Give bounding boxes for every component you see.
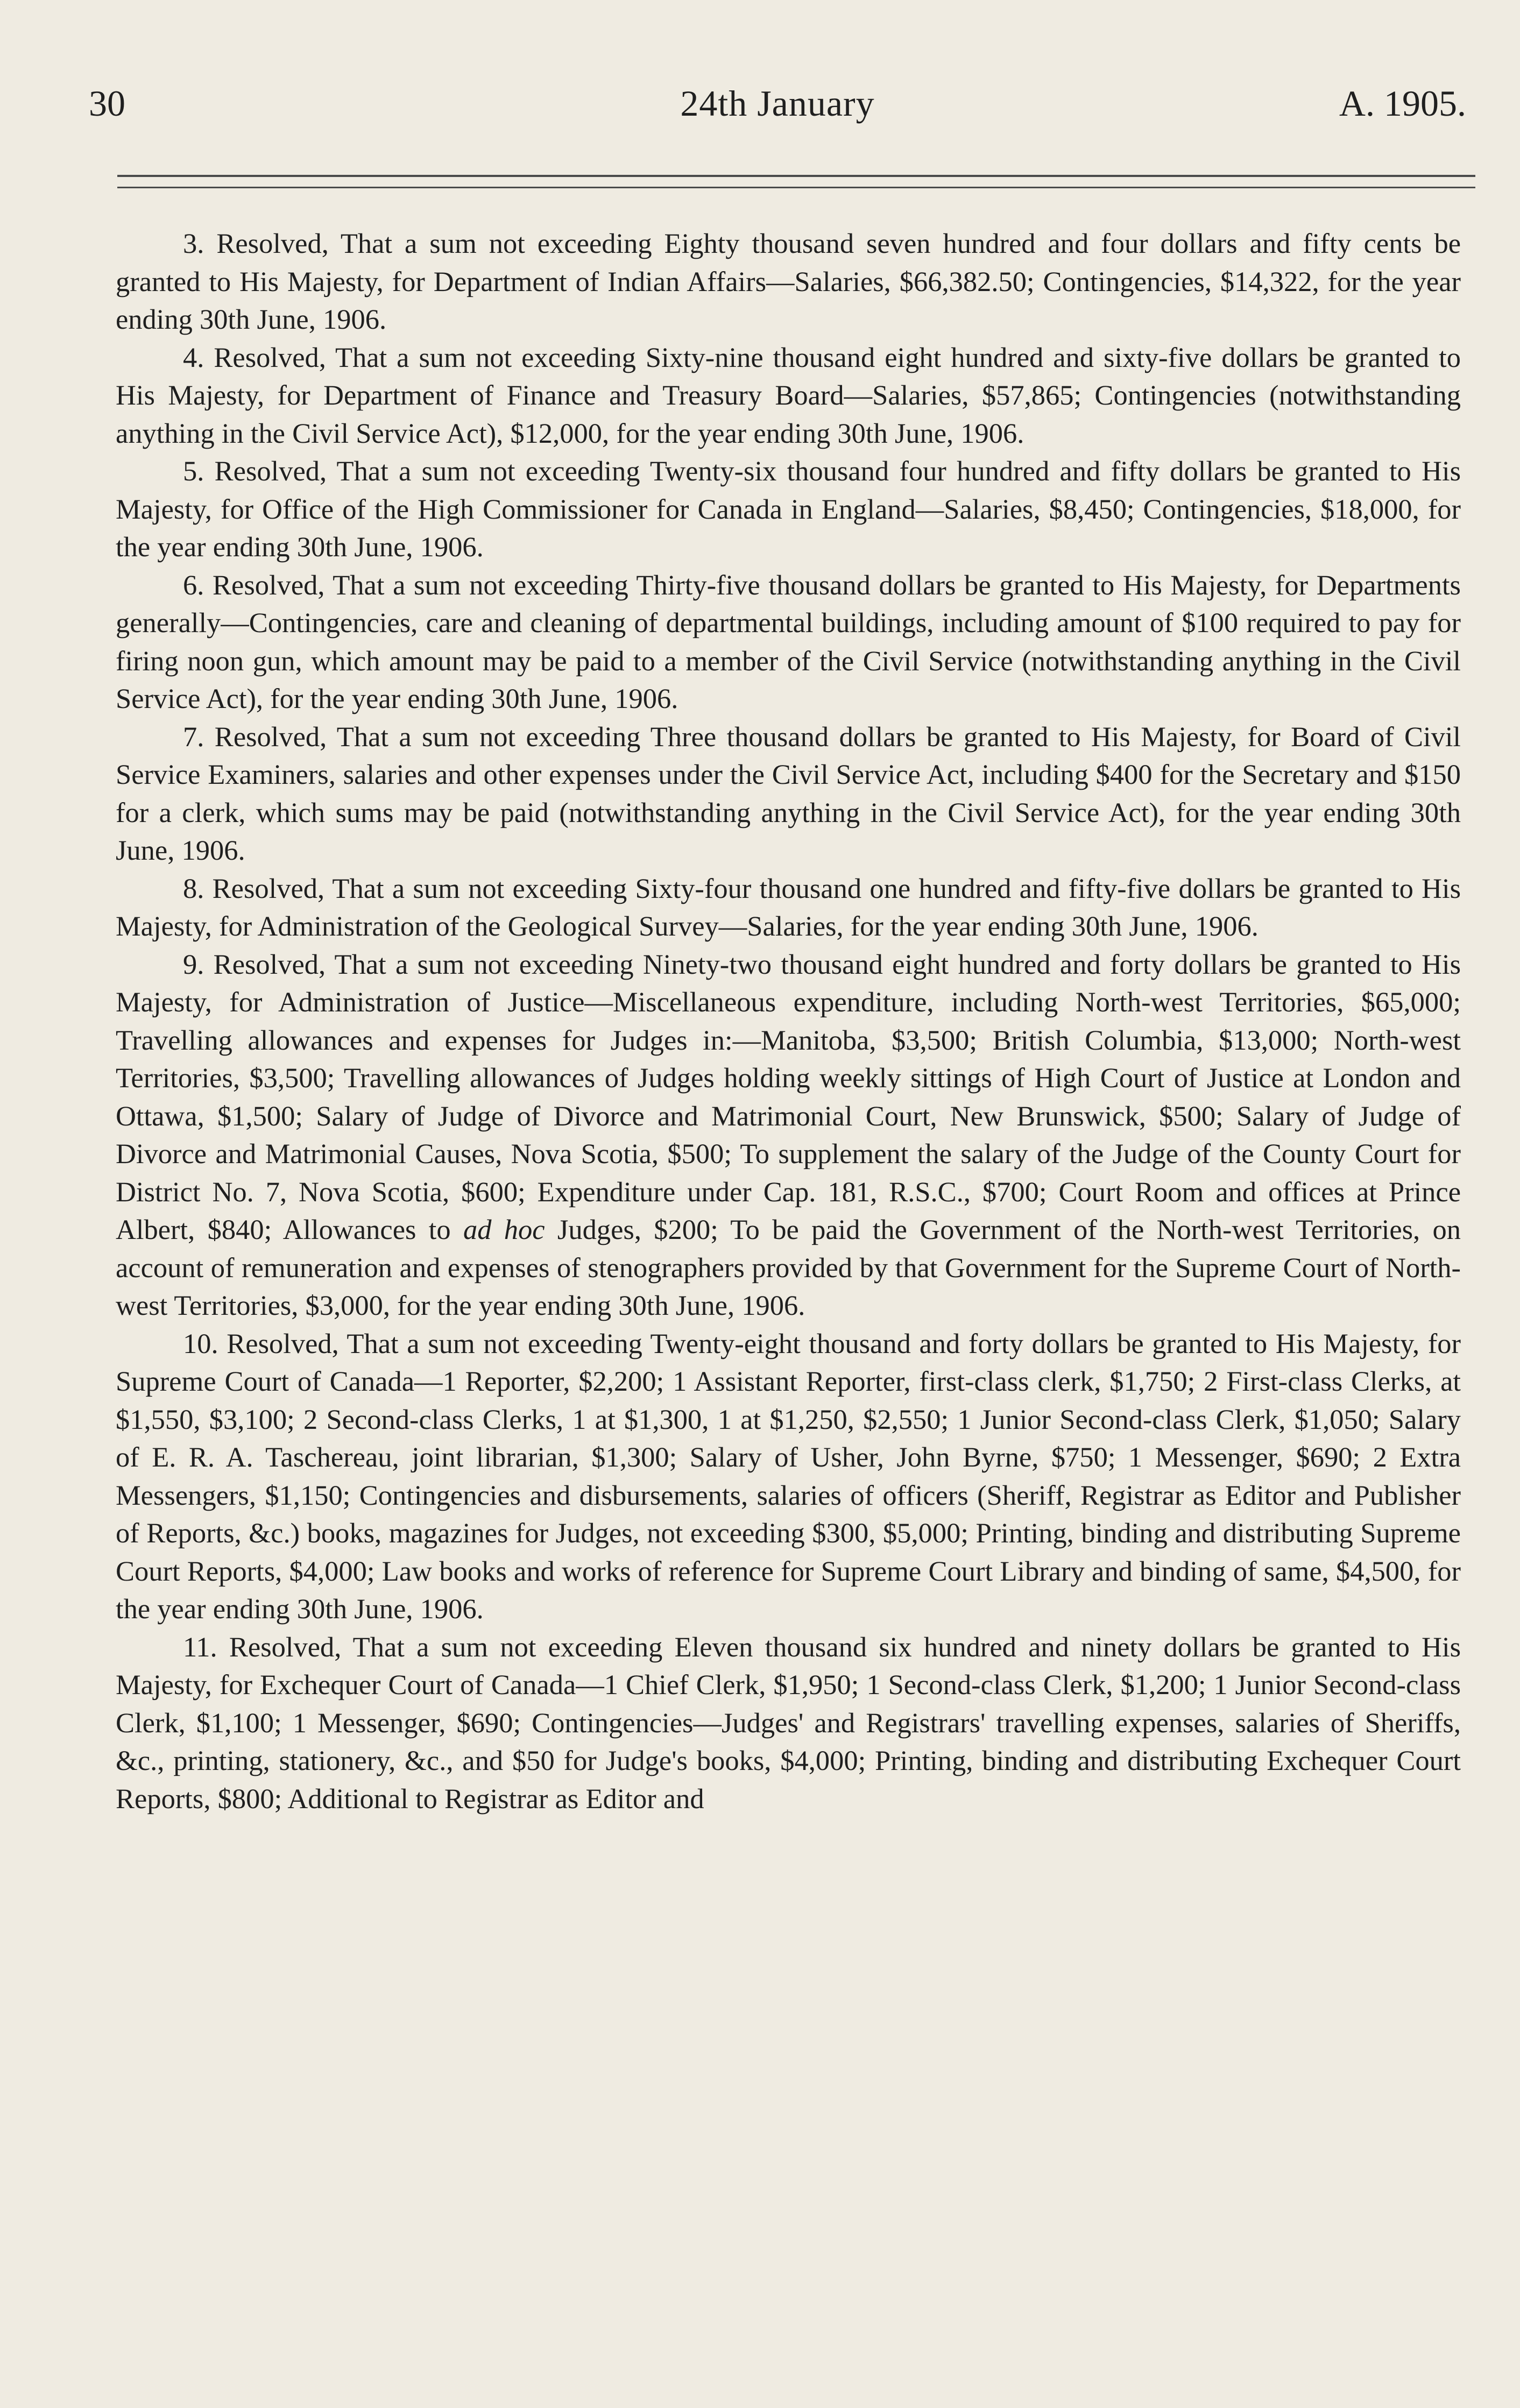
resolution-number: 10.	[183, 1328, 218, 1359]
resolution-text: Resolved, That a sum not exceeding Sixty-nine thousand eight hundred and sixty-five dollars be granted to His Majesty, for Department of Finance and Treasury Board—Salaries, $57,865; Contingencies (notwithstanding anything in the Civil Service Act), $12,000, for the year ending 30th June, 1906.	[116, 342, 1461, 449]
header-title: 24th January	[680, 83, 875, 124]
resolution-number: 9.	[183, 948, 204, 980]
header-rule-top	[117, 175, 1475, 177]
resolution-number: 8.	[183, 873, 204, 904]
resolution-text: Resolved, That a sum not exceeding Eighty thousand seven hundred and four dollars and fifty cents be granted to His Majesty, for Department of Indian Affairs—Salaries, $66,382.50; Contingencies, $14,322, for the year ending 30th June, 1906.	[116, 228, 1461, 335]
resolution-paragraph	[116, 566, 1461, 718]
resolution-paragraph	[116, 946, 1461, 1325]
resolution-text: Resolved, That a sum not exceeding Twenty-eight thousand and forty dollars be granted to His Majesty, for Supreme Court of Canada—1 Reporter, $2,200; 1 Assistant Reporter, first-class clerk, $1,750; 2 First-class Clerks, at $1,550, $3,100; 2 Second-class Clerks, 1 at $1,300, 1 at $1,250, $2,550; 1 Junior Second-class Clerk, $1,050; Salary of E. R. A. Taschereau, joint librarian, $1,300; Salary of Usher, John Byrne, $750; 1 Messenger, $690; 2 Extra Messengers, $1,150; Contingencies and disbursements, salaries of officers (Sheriff, Registrar as Editor and Publisher of Reports, &c.) books, magazines for Judges, not exceeding $300, $5,000; Printing, binding and distributing Supreme Court Reports, $4,000; Law books and works of reference for Supreme Court Library and binding of same, $4,500, for the year ending 30th June, 1906.	[116, 1328, 1461, 1625]
resolution-paragraph	[116, 870, 1461, 946]
resolution-text: Resolved, That a sum not exceeding Sixty-four thousand one hundred and fifty-five dollars be granted to His Majesty, for Administration of the Geological Survey—Salaries, for the year ending 30th June, 1906.	[116, 873, 1461, 942]
resolution-number: 11.	[183, 1631, 217, 1663]
resolution-paragraph	[116, 225, 1461, 339]
resolutions-text	[116, 225, 1461, 1818]
resolution-number: 5.	[183, 456, 204, 487]
resolution-text: Resolved, That a sum not exceeding Three thousand dollars be granted to His Majesty, for Board of Civil Service Examiners, salaries and other expenses under the Civil Service Act, including $400 for the Secretary and $150 for a clerk, which sums may be paid (notwithstanding anything in the Civil Service Act), for the year ending 30th June, 1906.	[116, 721, 1461, 866]
resolution-paragraph	[116, 1325, 1461, 1628]
resolution-text: Resolved, That a sum not exceeding Eleven thousand six hundred and ninety dollars be granted to His Majesty, for Exchequer Court of Canada—1 Chief Clerk, $1,950; 1 Second-class Clerk, $1,200; 1 Junior Second-class Clerk, $1,100; 1 Messenger, $690; Contingencies—Judges' and Registrars' travelling expenses, salaries of Sheriffs, &c., printing, stationery, &c., and $50 for Judge's books, $4,000; Printing, binding and distributing Exchequer Court Reports, $800; Additional to Registrar as Editor and	[116, 1631, 1461, 1815]
resolution-text-part: Judges, $200; To be paid the Government of the North-west Territories, on account of remuneration and expenses of stenographers provided by that Government for the Supreme Court of North-west Territories, $3,000, for the year ending 30th June, 1906.	[116, 1214, 1461, 1321]
resolution-paragraph	[116, 452, 1461, 566]
italic-phrase: ad hoc	[463, 1214, 545, 1245]
resolution-number: 4.	[183, 342, 204, 373]
resolution-number: 3.	[183, 228, 204, 259]
resolution-paragraph	[116, 339, 1461, 453]
resolution-number: 7.	[183, 721, 204, 753]
header-double-rule	[117, 175, 1475, 193]
resolution-paragraph	[116, 718, 1461, 870]
page-header	[89, 85, 1466, 150]
header-rule-bottom	[117, 187, 1475, 188]
resolution-paragraph	[116, 1628, 1461, 1818]
page-number: 30	[89, 83, 125, 124]
resolution-text	[116, 949, 1461, 1322]
resolution-text: Resolved, That a sum not exceeding Twenty-six thousand four hundred and fifty dollars be granted to His Majesty, for Office of the High Commissioner for Canada in England—Salaries, $8,450; Contingencies, $18,000, for the year ending 30th June, 1906.	[116, 456, 1461, 563]
resolution-text: Resolved, That a sum not exceeding Thirty-five thousand dollars be granted to His Majesty, for Departments generally—Contingencies, care and cleaning of departmental buildings, including amount of $100 required to pay for firing noon gun, which amount may be paid to a member of the Civil Service (notwithstanding anything in the Civil Service Act), for the year ending 30th June, 1906.	[116, 569, 1461, 714]
header-year: A. 1905.	[1339, 83, 1466, 124]
resolution-text-part: Resolved, That a sum not exceeding Ninety-two thousand eight hundred and forty dollars be granted to His Majesty, for Administration of Justice—Miscellaneous expenditure, including North-west Territories, $65,000; Travelling allowances and expenses for Judges in:—Manitoba, $3,500; British Columbia, $13,000; North-west Territories, $3,500; Travelling allowances of Judges holding weekly sittings of High Court of Justice at London and Ottawa, $1,500; Salary of Judge of Divorce and Matrimonial Court, New Brunswick, $500; Salary of Judge of Divorce and Matrimonial Causes, Nova Scotia, $500; To supplement the salary of the Judge of the County Court for District No. 7, Nova Scotia, $600; Expenditure under Cap. 181, R.S.C., $700; Court Room and offices at Prince Albert, $840; Allowances to	[116, 948, 1461, 1245]
resolution-number: 6.	[183, 569, 204, 601]
